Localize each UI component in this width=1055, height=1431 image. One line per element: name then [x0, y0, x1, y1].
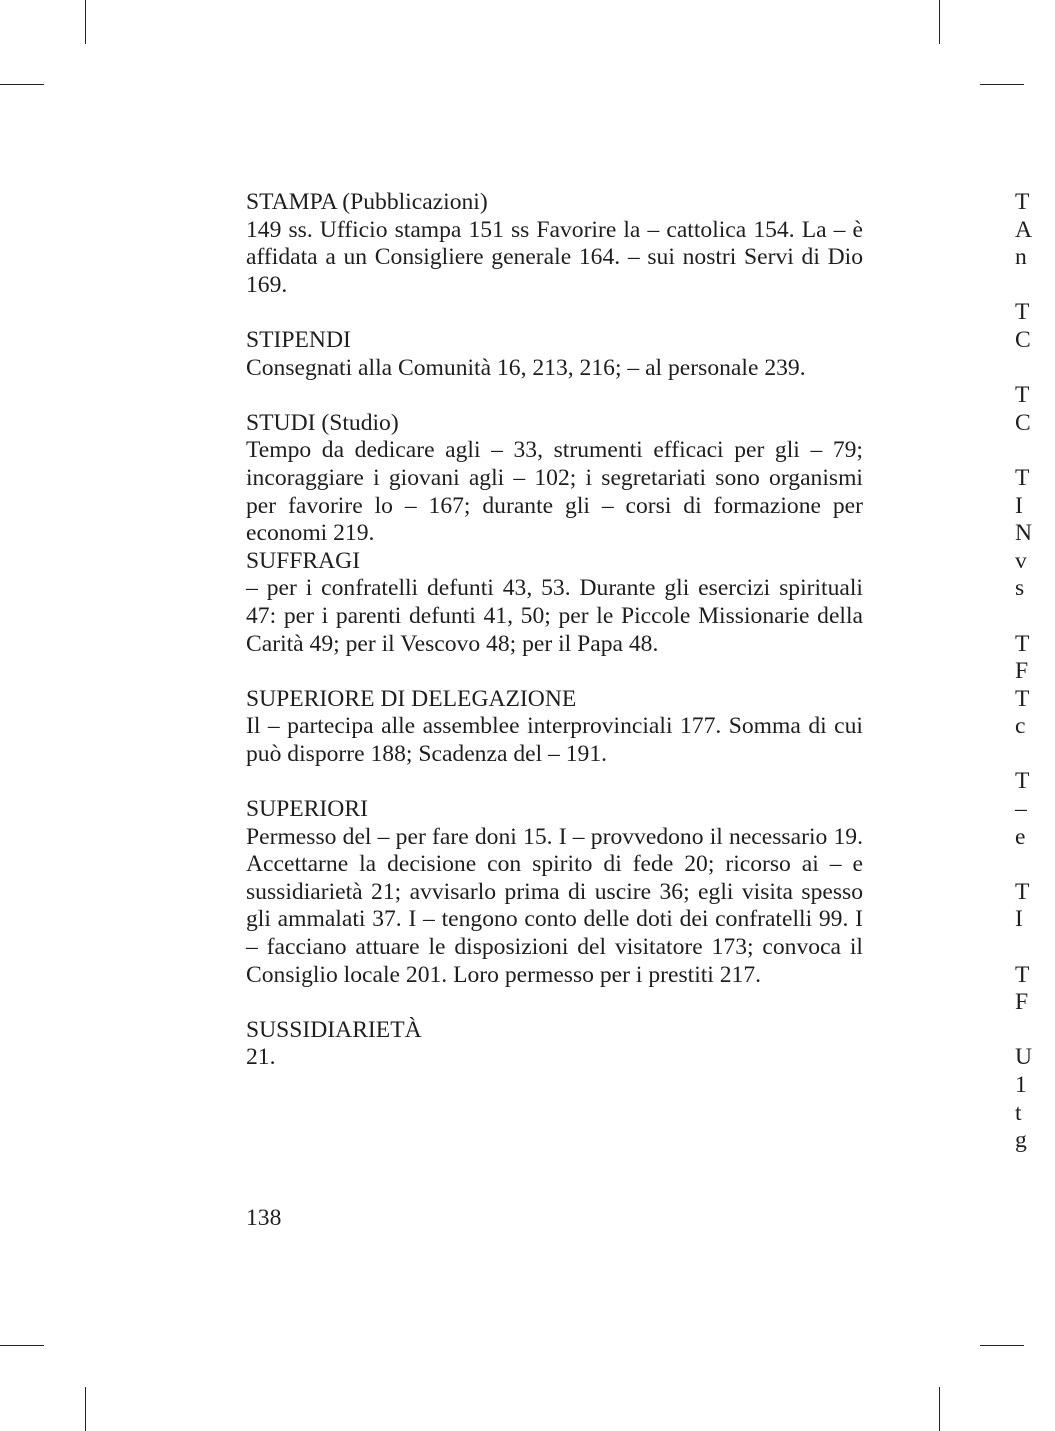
index-term: SUPERIORE DI DELEGAZIONE [246, 685, 577, 712]
crop-mark-bottom-left-horizontal [0, 1345, 44, 1346]
next-page-line [1015, 272, 1055, 300]
next-page-fragment [1015, 189, 1055, 1155]
next-page-line: T [1015, 878, 1030, 905]
next-page-line [1015, 437, 1055, 465]
page-number: 138 [246, 1205, 282, 1231]
next-page-line: n [1015, 244, 1027, 271]
next-page-line [1015, 355, 1055, 383]
next-page-line [1015, 851, 1055, 879]
next-page-line: T [1015, 189, 1030, 215]
index-entry-studi [246, 410, 863, 548]
index-entry-superiori [246, 796, 863, 989]
index-body: 21. [246, 1044, 276, 1071]
index-body: 149 ss. Ufficio stampa 151 ss Favorire la – cattolica 154. La – è affidata a un Consigliere generale 164. – sui nostri Servi di Dio 169. [246, 216, 863, 298]
next-page-line: C [1015, 409, 1031, 436]
index-column [246, 189, 863, 1072]
next-page-line: v [1015, 547, 1027, 574]
crop-mark-top-right-horizontal [980, 84, 1024, 85]
next-page-line: s [1015, 575, 1025, 602]
crop-mark-top-left-horizontal [0, 84, 44, 85]
next-page-line: A [1015, 216, 1033, 243]
next-page-line: c [1015, 713, 1026, 740]
index-body: Permesso del – per fare doni 15. I – provvedono il necessario 19. Accettarne la decisione con spirito di fede 20; ricorso ai – e sussidiarietà 21; avvisarlo prima di uscire 36; egli visita spesso gli ammalati 37. I – tengono conto delle doti dei confratelli 99. I – facciano attuare le disposizioni del visitatore 173; convoca il Consiglio locale 201. Loro permesso per i prestiti 217. [246, 823, 863, 988]
next-page-line [1015, 603, 1055, 631]
crop-mark-top-left-vertical [85, 0, 86, 44]
index-term: STUDI (Studio) [246, 409, 399, 436]
next-page-line [1015, 741, 1055, 769]
next-page-line: C [1015, 326, 1031, 353]
next-page-line: T [1015, 630, 1030, 657]
next-page-line: I [1015, 492, 1023, 519]
index-body: – per i confratelli defunti 43, 53. Durante gli esercizi spirituali 47: per i parenti defunti 41, 50; per le Piccole Missionarie della Carità 49; per il Vescovo 48; per il Papa 48. [246, 575, 863, 657]
crop-mark-bottom-left-vertical [85, 1387, 86, 1431]
next-page-line: t [1015, 1099, 1022, 1126]
index-entry-stampa [246, 189, 863, 299]
next-page-line: F [1015, 658, 1029, 685]
next-page-line [1015, 934, 1055, 962]
next-page-line: U [1015, 1044, 1033, 1071]
index-term: SUSSIDIARIETÀ [246, 1016, 422, 1043]
next-page-line: 1 [1015, 1072, 1027, 1098]
index-term: STAMPA (Pubblicazioni) [246, 189, 488, 215]
next-page-line: T [1015, 299, 1030, 326]
crop-mark-bottom-right-horizontal [980, 1345, 1024, 1346]
index-body: Il – partecipa alle assemblee interprovinciali 177. Somma di cui può disporre 188; Scadenza del – 191. [246, 713, 863, 767]
index-entry-stipendi [246, 327, 863, 382]
index-term: SUFFRAGI [246, 547, 361, 574]
index-term: SUPERIORI [246, 796, 368, 823]
next-page-line: T [1015, 382, 1030, 409]
next-page-line: T [1015, 685, 1030, 712]
next-page-line: N [1015, 520, 1033, 547]
next-page-line: F [1015, 989, 1029, 1016]
crop-mark-bottom-right-vertical [939, 1387, 940, 1431]
index-body: Tempo da dedicare agli – 33, strumenti efficaci per gli – 79; incoraggiare i giovani agli – 102; i segretariati sono organismi per favorire lo – 167; durante gli – corsi di formazione per economi 219. [246, 437, 863, 547]
index-term: STIPENDI [246, 326, 351, 353]
crop-mark-top-right-vertical [939, 0, 940, 44]
next-page-line: – [1015, 796, 1027, 823]
next-page-line: T [1015, 768, 1030, 795]
index-entry-superiore-di-delegazione [246, 686, 863, 769]
next-page-line: I [1015, 906, 1023, 933]
next-page-line: e [1015, 823, 1026, 850]
next-page-line: T [1015, 464, 1030, 491]
next-page-line: g [1015, 1127, 1027, 1154]
index-entry-suffragi [246, 548, 863, 658]
next-page-line: T [1015, 961, 1030, 988]
index-entry-sussidiarieta [246, 1017, 863, 1072]
next-page-line [1015, 1017, 1055, 1045]
index-body: Consegnati alla Comunità 16, 213, 216; – al personale 239. [246, 354, 806, 381]
